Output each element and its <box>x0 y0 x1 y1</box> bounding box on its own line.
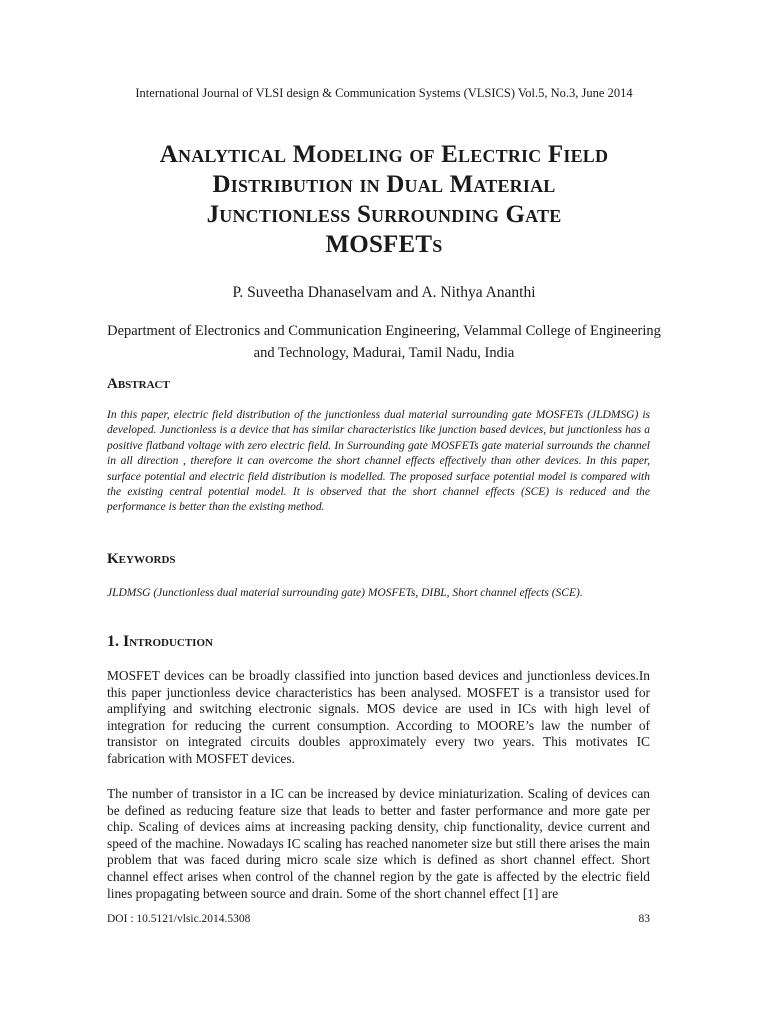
page-number: 83 <box>638 913 650 925</box>
journal-header: International Journal of VLSI design & Communication Systems (VLSICS) Vol.5, No.3, June 2014 <box>135 86 633 100</box>
introduction-heading: 1. Introduction <box>107 633 213 650</box>
doi-footer: DOI : 10.5121/vlsic.2014.5308 <box>107 913 251 925</box>
author-list: P. Suveetha Dhanaselvam and A. Nithya Ananthi <box>232 284 536 301</box>
abstract-text: In this paper, electric field distribution of the junctionless dual material surrounding gate MOSFETs (JLDMSG) is developed. Junctionless is a device that has similar characteristics like junction based devices, but junctionless has a positive flatband voltage with zero electric field. In Surrounding gate MOSFETs gate material surrounds the channel in all direction , therefore it can overcome the short channel effects effectively than other devices. In this paper, surface potential and electric field distribution is modelled. The proposed surface potential model is compared with the existing central potential model. It is observed that the short channel effects (SCE) is reduced and the performance is better than the existing method. <box>107 409 650 514</box>
keywords-heading: Keywords <box>107 551 176 567</box>
paper-title <box>60 140 708 260</box>
introduction-paragraph: The number of transistor in a IC can be increased by device miniaturization. Scaling of devices can be defined as reducing feature size that leads to better and faster performance and more gate per chip. Scaling of devices aims at increasing packing density, chip functionality, device current and speed of the machine. Nowadays IC scaling has reached nanometer size but still there arises the main problem that was faced during micro scale size which is defined as short channel effect. Short channel effect arises when control of the channel region by the gate is affected by the electric field lines propagating between source and drain. Some of the short channel effect [1] are <box>107 786 650 901</box>
author-affiliation: Department of Electronics and Communication Engineering, Velammal College of Engineering and Technology, Madurai, Tamil Nadu, India <box>107 323 661 361</box>
abstract-heading: Abstract <box>107 376 170 392</box>
title-line: MOSFETs <box>325 231 443 258</box>
title-line: Junctionless Surrounding Gate <box>206 201 562 228</box>
title-line: Analytical Modeling of Electric Field <box>159 141 609 168</box>
keywords-text: JLDMSG (Junctionless dual material surrounding gate) MOSFETs, DIBL, Short channel effects (SCE). <box>107 587 583 599</box>
introduction-paragraph: MOSFET devices can be broadly classified into junction based devices and junctionless devices.In this paper junctionless device characteristics has been analysed. MOSFET is a transistor used for amplifying and switching electronic signals. MOS device are used in ICs with high level of integration for reducing the current consumption. According to MOORE’s law the number of transistor on integrated circuits doubles approximately every two years. This motivates IC fabrication with MOSFET devices. <box>107 668 650 766</box>
title-line: Distribution in Dual Material <box>212 171 556 198</box>
